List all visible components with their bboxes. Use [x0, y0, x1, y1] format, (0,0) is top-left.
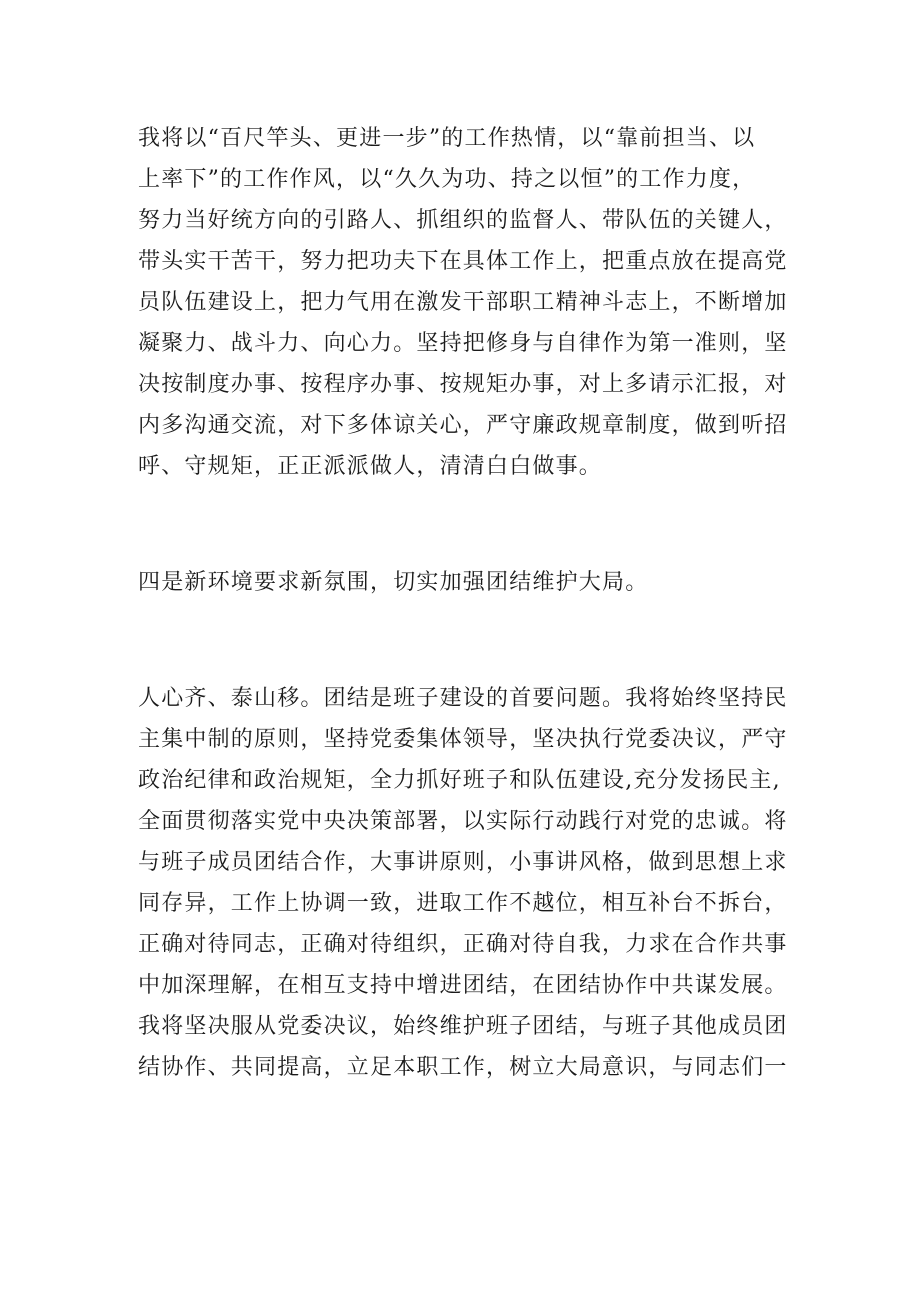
text-line: 同存异，工作上协调一致，进取工作不越位，相互补台不拆台， [138, 891, 788, 916]
document-body [138, 118, 798, 1088]
paragraph-spacer [138, 487, 798, 562]
text-line: 呼、守规矩，正正派派做人，清清白白做事。 [138, 454, 603, 479]
text-line: 员队伍建设上，把力气用在激发干部职工精神斗志上，不断增加 [138, 290, 788, 315]
paragraph-spacer [138, 603, 798, 678]
text-line: 凝聚力、战斗力、向心力。坚持把修身与自律作为第一准则，坚 [138, 331, 788, 356]
text-line: 我将以“百尺竿头、更进一步”的工作热情，以“靠前担当、以 [138, 126, 756, 151]
text-line: 我将坚决服从党委决议，始终维护班子团结，与班子其他成员团 [138, 1014, 788, 1039]
text-line: 正确对待同志，正确对待组织，正确对待自我，力求在合作共事 [138, 932, 788, 957]
text-line: 内多沟通交流，对下多体谅关心，严守廉政规章制度，做到听招 [138, 413, 788, 438]
text-line: 上率下”的工作作风，以“久久为功、持之以恒”的工作力度， [138, 167, 756, 192]
section-heading [138, 562, 798, 603]
text-line: 政治纪律和政治规矩，全力抓好班子和队伍建设,充分发扬民主, [138, 768, 781, 793]
text-line: 结协作、共同提高，立足本职工作，树立大局意识，与同志们一 [138, 1055, 788, 1080]
text-line: 带头实干苦干，努力把功夫下在具体工作上，把重点放在提高党 [138, 249, 788, 274]
text-line: 与班子成员团结合作，大事讲原则，小事讲风格，做到思想上求 [138, 850, 788, 875]
text-line: 人心齐、泰山移。团结是班子建设的首要问题。我将始终坚持民 [138, 686, 788, 711]
text-line: 主集中制的原则，坚持党委集体领导，坚决执行党委决议，严守 [138, 727, 788, 752]
text-line: 努力当好统方向的引路人、抓组织的监督人、带队伍的关键人， [138, 208, 788, 233]
paragraph-2 [138, 678, 798, 1088]
text-line: 全面贯彻落实党中央决策部署，以实际行动践行对党的忠诚。将 [138, 809, 788, 834]
heading-4-text: 四是新环境要求新氛围，切实加强团结维护大局。 [138, 570, 649, 595]
paragraph-1 [138, 118, 798, 487]
text-line: 中加深理解，在相互支持中增进团结，在团结协作中共谋发展。 [138, 973, 788, 998]
text-line: 决按制度办事、按程序办事、按规矩办事，对上多请示汇报，对 [138, 372, 788, 397]
